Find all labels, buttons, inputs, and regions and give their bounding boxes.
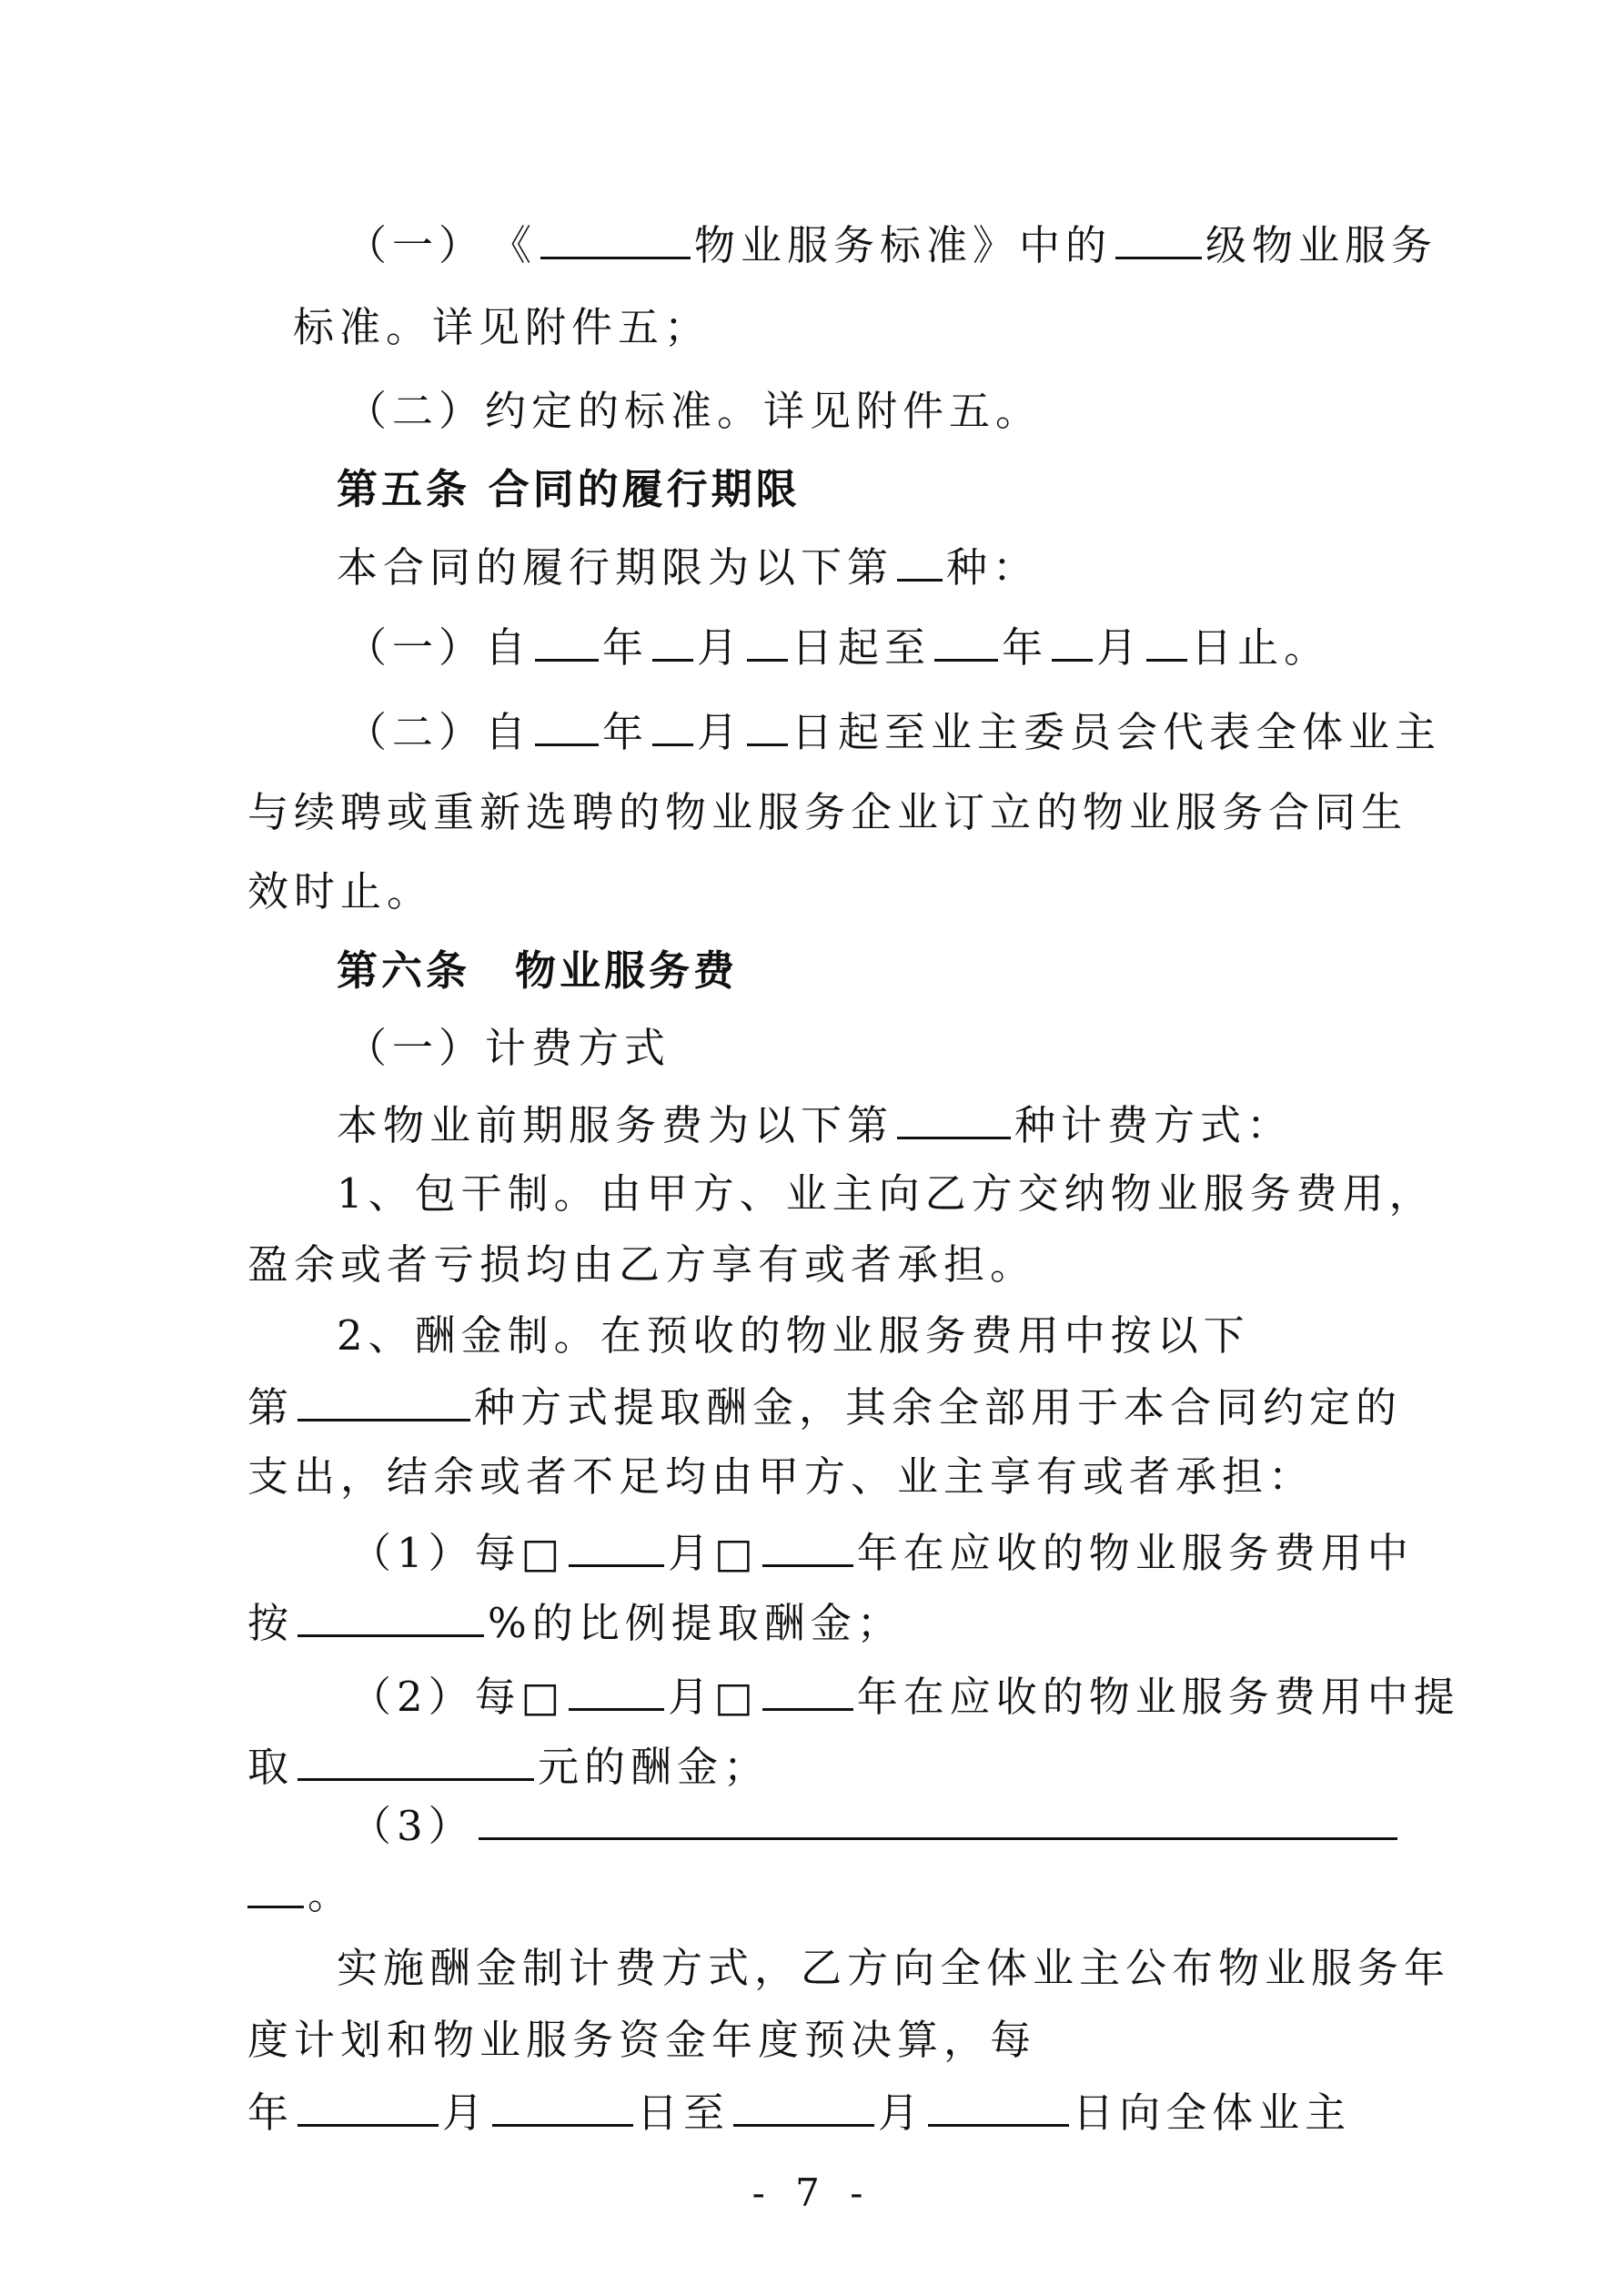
article-5-item-2: （二）自 年 月 日起至业主委员会代表全体业主 xyxy=(346,703,1441,758)
blank-field xyxy=(928,2084,1069,2127)
article-5-intro: 本合同的履行期限为以下第 种： xyxy=(337,539,1039,593)
disclosure-paragraph-end: 年 月 日至 月 日向全体业主 xyxy=(247,2084,1351,2139)
blank-field xyxy=(897,1097,1011,1139)
disclosure-paragraph: 实施酬金制计费方式，乙方向全体业主公布物业服务年 xyxy=(337,1944,1451,1992)
blank-field xyxy=(535,703,599,746)
blank-field xyxy=(1146,619,1187,662)
option-3-cont: 。 xyxy=(247,1866,354,1920)
blank-field xyxy=(298,1379,470,1421)
option-1: （1）每□ 月□ 年在应收的物业服务费用中 xyxy=(350,1524,1414,1579)
option-2-cont: 取 元的酬金； xyxy=(247,1738,770,1793)
clause-4-item-1: （一） 《 物业服务标准》中的 级物业服务 xyxy=(346,217,1437,271)
blank-field xyxy=(733,2084,874,2127)
blank-field xyxy=(652,619,693,662)
clause-4-item-1-cont: 标准。详见附件五； xyxy=(293,303,711,351)
article-5-item-1: （一）自 年 月 日起至 年 月 日止。 xyxy=(346,619,1330,673)
blank-field xyxy=(569,1524,664,1567)
article-5-item-2-end: 效时止。 xyxy=(247,867,434,915)
lump-sum-item: 1、包干制。由甲方、业主向乙方交纳物业服务费用， xyxy=(337,1169,1436,1218)
blank-field xyxy=(1052,619,1093,662)
article-5-item-2-cont: 与续聘或重新选聘的物业服务企业订立的物业服务合同生 xyxy=(247,788,1408,836)
blank-field xyxy=(747,619,788,662)
blank-field xyxy=(479,1797,1397,1840)
blank-field xyxy=(535,619,599,662)
blank-field xyxy=(298,1594,484,1637)
blank-field xyxy=(747,703,788,746)
blank-field xyxy=(298,2084,439,2127)
blank-field xyxy=(652,703,693,746)
article-5-heading: 第五条 合同的履行期限 xyxy=(337,465,801,513)
blank-field xyxy=(1115,217,1202,259)
blank-field xyxy=(492,2084,633,2127)
blank-field xyxy=(762,1524,853,1567)
page-number: - 7 - xyxy=(751,2170,873,2215)
blank-field xyxy=(247,1866,304,1908)
option-2: （2）每□ 月□ 年在应收的物业服务费用中提 xyxy=(350,1668,1460,1723)
remuneration-item-cont: 第 种方式提取酬金，其余全部用于本合同约定的 xyxy=(247,1379,1402,1433)
remuneration-item: 2、酬金制。在预收的物业服务费用中按以下 xyxy=(337,1311,1250,1360)
article-6-subheading: （一）计费方式 xyxy=(346,1024,671,1072)
blank-field xyxy=(298,1738,534,1781)
lump-sum-item-cont: 盈余或者亏损均由乙方享有或者承担。 xyxy=(247,1240,1037,1289)
blank-field xyxy=(897,539,943,582)
clause-4-item-2: （二）约定的标准。详见附件五。 xyxy=(346,387,1043,435)
disclosure-paragraph-cont: 度计划和物业服务资金年度预决算，每 xyxy=(247,2016,1037,2064)
blank-field xyxy=(762,1668,853,1711)
remuneration-item-end: 支出，结余或者不足均由甲方、业主享有或者承担： xyxy=(247,1452,1316,1501)
article-6-heading: 第六条 物业服务费 xyxy=(337,946,739,995)
article-6-intro: 本物业前期服务费为以下第 种计费方式： xyxy=(337,1097,1293,1151)
blank-field xyxy=(569,1668,664,1711)
option-1-cont: 按 %的比例提取酬金； xyxy=(247,1594,903,1649)
option-3: （3） xyxy=(350,1797,1401,1852)
blank-field xyxy=(540,217,691,259)
blank-field xyxy=(934,619,998,662)
